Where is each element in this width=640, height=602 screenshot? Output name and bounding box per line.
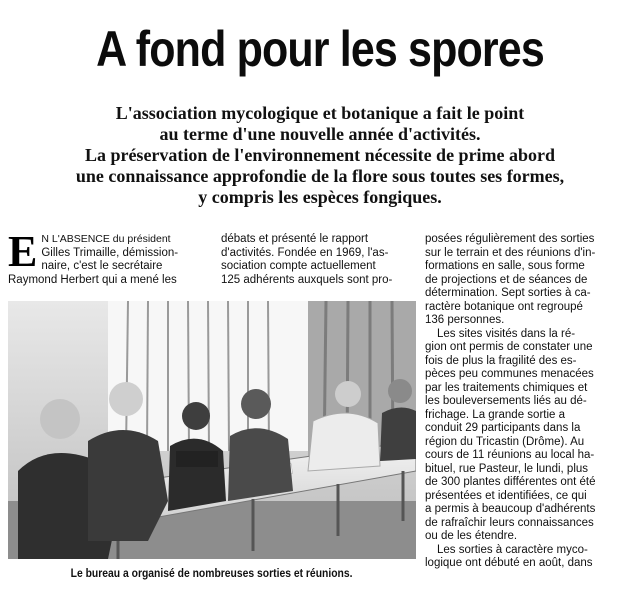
article-line: les bouleversements liés au dé- — [425, 395, 587, 407]
article-column-3 — [425, 233, 633, 571]
article-line: N L'ABSENCE du président — [41, 233, 171, 245]
standfirst-line: L'association mycologique et botanique a fait le point — [115, 103, 525, 123]
standfirst — [20, 103, 620, 208]
article-line: présentées et identifiées, ce qui — [425, 489, 587, 502]
standfirst-line: au terme d'une nouvelle année d'activités. — [159, 124, 481, 144]
article-line: de rafraîchir leurs connaissances — [425, 516, 594, 529]
article-line: sociation compte actuellement — [221, 260, 376, 272]
article-line: naire, c'est le secrétaire — [41, 260, 163, 272]
article-line: Gilles Trimaille, démission- — [41, 246, 179, 259]
article-line: ou de les étendre. — [425, 530, 518, 542]
article-column-1 — [8, 227, 212, 287]
article-line: gion ont permis de constater une — [425, 341, 593, 353]
article-line: logique ont débuté en août, dans — [425, 557, 593, 569]
standfirst-line: une connaissance approfondie de la flore sous toutes ses formes, — [75, 166, 565, 186]
photo-caption — [8, 568, 416, 580]
article-line: région du Tricastin (Drôme). Au — [425, 435, 585, 448]
article-line: Raymond Herbert qui a mené les — [8, 273, 177, 286]
meeting-photo-illustration — [8, 301, 416, 559]
standfirst-line: La préservation de l'environnement nécessite de prime abord — [84, 145, 556, 165]
article-line: de projections et de séances de — [425, 273, 588, 286]
article-line: a permis à beaucoup d'adhérents — [425, 503, 596, 515]
article-line: pèces peu communes menacées — [425, 368, 594, 380]
article-line: Les sorties à caractère myco- — [437, 543, 588, 556]
article-line: de 300 plantes différentes ont été — [425, 476, 596, 488]
article-line: frichage. La grande sortie a — [425, 408, 566, 421]
photo-caption-text: Le bureau a organisé de nombreuses sorties et réunions. — [71, 568, 353, 580]
article-line: 125 adhérents auxquels sont pro- — [221, 273, 393, 286]
meeting-photo — [8, 301, 416, 559]
article-line: 136 personnes. — [425, 314, 505, 326]
article-line: sur le terrain et des réunions d'in- — [425, 246, 596, 259]
standfirst-line: y compris les espèces fongiques. — [198, 187, 442, 207]
article-line: bituel, rue Pasteur, le lundi, plus — [425, 462, 589, 475]
drop-cap: E — [8, 227, 38, 276]
article-line: posées régulièrement des sorties — [425, 233, 595, 245]
article-line: d'activités. Fondée en 1969, l'as- — [221, 246, 389, 259]
article-line: cours de 11 réunions au local ha- — [425, 449, 595, 461]
article-column-2 — [221, 233, 413, 287]
article-line: formations en salle, sous forme — [425, 260, 585, 272]
article-line: par les traitements chimiques et — [425, 381, 588, 394]
article-line: détermination. Sept sorties à ca- — [425, 287, 591, 299]
article-line: conduit 29 participants dans la — [425, 422, 581, 434]
article-line: ractère botanique ont regroupé — [425, 300, 583, 313]
article-line: fois de plus la fragilité des es- — [425, 354, 577, 367]
article-line: débats et présenté le rapport — [221, 233, 369, 245]
headline: A fond pour les spores — [96, 21, 544, 77]
article-line: Les sites visités dans la ré- — [437, 327, 576, 340]
